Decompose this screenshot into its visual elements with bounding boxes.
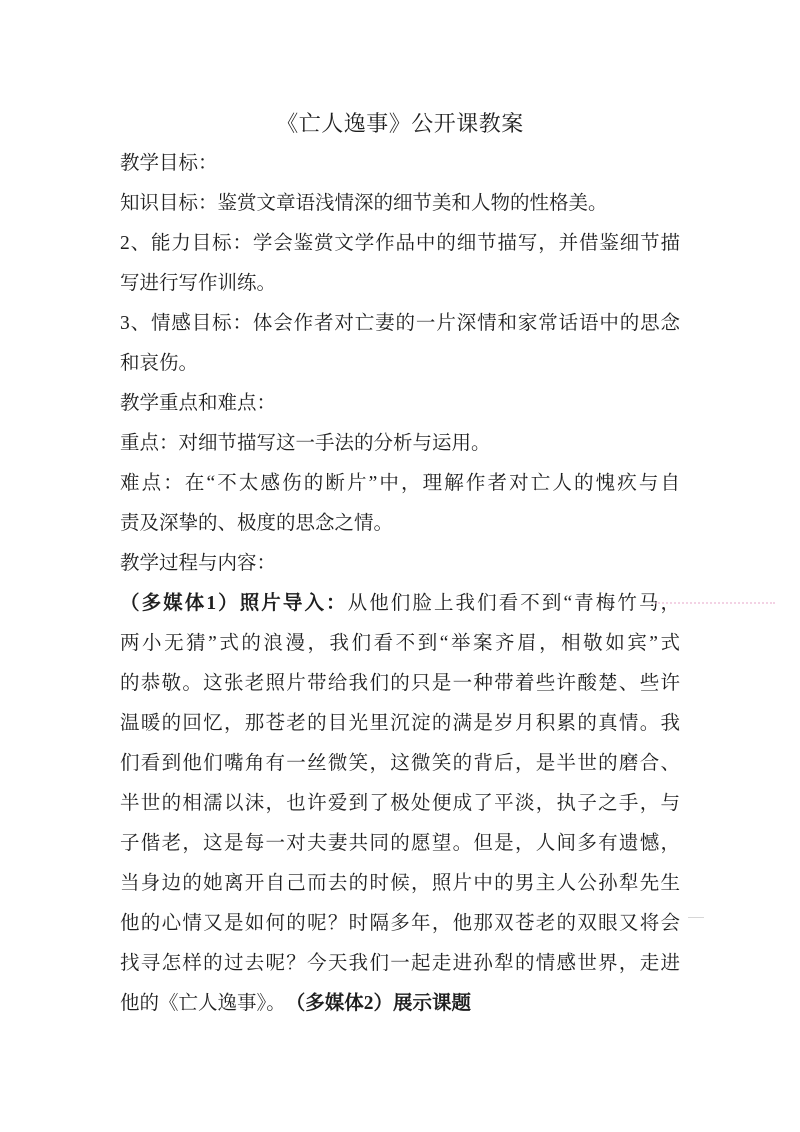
doc-line: 2、能力目标：学会鉴赏文学作品中的细节描写，并借鉴细节描	[120, 233, 680, 254]
doc-text-bold: （多媒体1）照片导入：	[120, 593, 348, 614]
doc-line: 找寻怎样的过去呢？今天我们一起走进孙犁的情感世界，走进	[120, 953, 680, 974]
doc-line: 教学过程与内容：	[120, 553, 277, 574]
doc-line: 写进行写作训练。	[120, 273, 277, 294]
doc-line: 重点：对细节描写这一手法的分析与运用。	[120, 433, 491, 454]
doc-line: 难点：在“不太感伤的断片”中，理解作者对亡人的愧疚与自	[120, 473, 680, 494]
doc-line: 责及深挚的、极度的思念之情。	[120, 513, 394, 534]
doc-line: 他的心情又是如何的呢？时隔多年，他那双苍老的双眼又将会	[120, 913, 680, 934]
doc-text-bold: （多媒体2）展示课题	[295, 993, 472, 1014]
doc-line: 当身边的她离开自己而去的时候，照片中的男主人公孙犁先生	[120, 873, 680, 894]
doc-title: 《亡人逸事》公开课教案	[276, 111, 524, 136]
doc-line	[120, 584, 680, 624]
doc-line: 们看到他们嘴角有一丝微笑，这微笑的背后，是半世的磨合、	[120, 753, 680, 774]
doc-line: 3、情感目标：体会作者对亡妻的一片深情和家常话语中的思念	[120, 313, 680, 334]
doc-text: 从他们脸上我们看不到“青梅竹马，	[347, 593, 680, 614]
doc-line: 的恭敬。这张老照片带给我们的只是一种带着些许酸楚、些许	[120, 673, 680, 694]
scan-artifact-pink-dotted-line	[655, 602, 775, 604]
doc-line: 和哀伤。	[120, 353, 199, 374]
doc-line: 两小无猜”式的浪漫，我们看不到“举案齐眉，相敬如宾”式	[120, 633, 680, 654]
doc-line: 温暖的回忆，那苍老的目光里沉淀的满是岁月积累的真情。我	[120, 713, 680, 734]
document-body	[120, 104, 680, 1024]
doc-line: 教学目标：	[120, 153, 218, 174]
doc-line: 半世的相濡以沫，也许爱到了极处便成了平淡，执子之手，与	[120, 793, 680, 814]
doc-line	[120, 984, 680, 1024]
doc-line: 子偕老，这是每一对夫妻共同的愿望。但是，人间多有遗憾，	[120, 833, 680, 854]
doc-text: 他的《亡人逸事》。	[120, 993, 296, 1014]
doc-line: 知识目标：鉴赏文章语浅情深的细节美和人物的性格美。	[120, 193, 608, 214]
scan-artifact-gray-dash	[688, 917, 704, 918]
doc-line: 教学重点和难点：	[120, 393, 277, 414]
